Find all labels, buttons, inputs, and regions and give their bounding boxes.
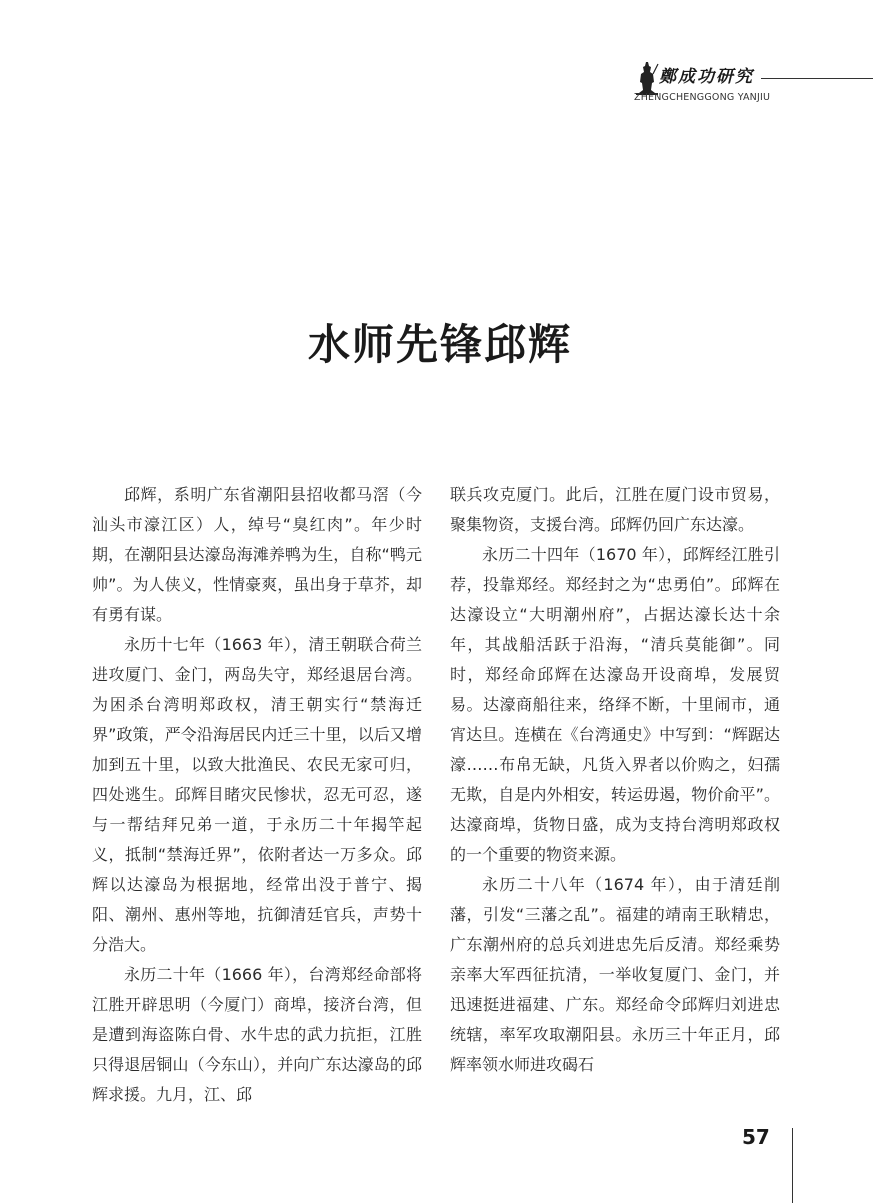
zheng-chenggong-statue-icon (633, 60, 661, 96)
paragraph: 永历二十年（1666 年），台湾郑经命部将江胜开辟思明（今厦门）商埠，接济台湾，但是遭到海盗陈白骨、水牛忠的武力抗拒，江胜只得退居铜山（今东山），并向广东达濠岛的邱辉求援。九月，江、邱 (92, 965, 422, 1104)
journal-title: 鄭成功研究 (659, 67, 754, 87)
text-column-right (450, 480, 780, 1080)
journal-subtitle: ZHENGCHENGGONG YANJIU (634, 92, 771, 103)
paragraph: 永历十七年（1663 年），清王朝联合荷兰进攻厦门、金门，两岛失守，郑经退居台湾。为困杀台湾明郑政权，清王朝实行“禁海迁界”政策，严令沿海居民内迁三十里，以后又增加到五十里，以致大批渔民、农民无家可归，四处逃生。邱辉目睹灾民惨状，忍无可忍，遂与一帮结拜兄弟一道，于永历二十年揭竿起义，抵制“禁海迁界”，依附者达一万多众。邱辉以达濠岛为根据地，经常出没于普宁、揭阳、潮州、惠州等地，抗御清廷官兵，声势十分浩大。 (92, 635, 422, 954)
article-title: 水师先锋邱辉 (307, 320, 572, 369)
journal-header (633, 58, 873, 108)
paragraph: 邱辉，系明广东省潮阳县招收都马滘（今汕头市濠江区）人，绰号“臭红肉”。年少时期，在潮阳县达濠岛海滩养鸭为生，自称“鸭元帅”。为人侠义，性情豪爽，虽出身于草芥，却有勇有谋。 (92, 485, 422, 624)
page-number-rule (792, 1128, 793, 1203)
paragraph: 永历二十四年（1670 年），邱辉经江胜引荐，投靠郑经。郑经封之为“忠勇伯”。邱辉在达濠设立“大明潮州府”，占据达濠长达十余年，其战船活跃于沿海，“清兵莫能御”。同时，郑经命邱辉在达濠岛开设商埠，发展贸易。达濠商船往来，络绎不断，十里闹市，通宵达旦。连横在《台湾通史》中写到：“辉踞达濠……布帛无缺，凡货入界者以价购之，妇孺无欺，自是内外相安，转运毋遏，物价俞平”。达濠商埠，货物日盛，成为支持台湾明郑政权的一个重要的物资来源。 (450, 545, 780, 864)
text-column-left (92, 480, 422, 1110)
page-number: 57 (742, 1125, 770, 1149)
header-rule (761, 78, 873, 79)
paragraph: 永历二十八年（1674 年），由于清廷削藩，引发“三藩之乱”。福建的靖南王耿精忠，广东潮州府的总兵刘进忠先后反清。郑经乘势亲率大军西征抗清，一举收复厦门、金门，并迅速挺进福建、广东。郑经命令邱辉归刘进忠统辖，率军攻取潮阳县。永历三十年正月，邱辉率领水师进攻碣石 (450, 875, 780, 1074)
paragraph-continued: 联兵攻克厦门。此后，江胜在厦门设市贸易，聚集物资，支援台湾。邱辉仍回广东达濠。 (450, 485, 780, 534)
